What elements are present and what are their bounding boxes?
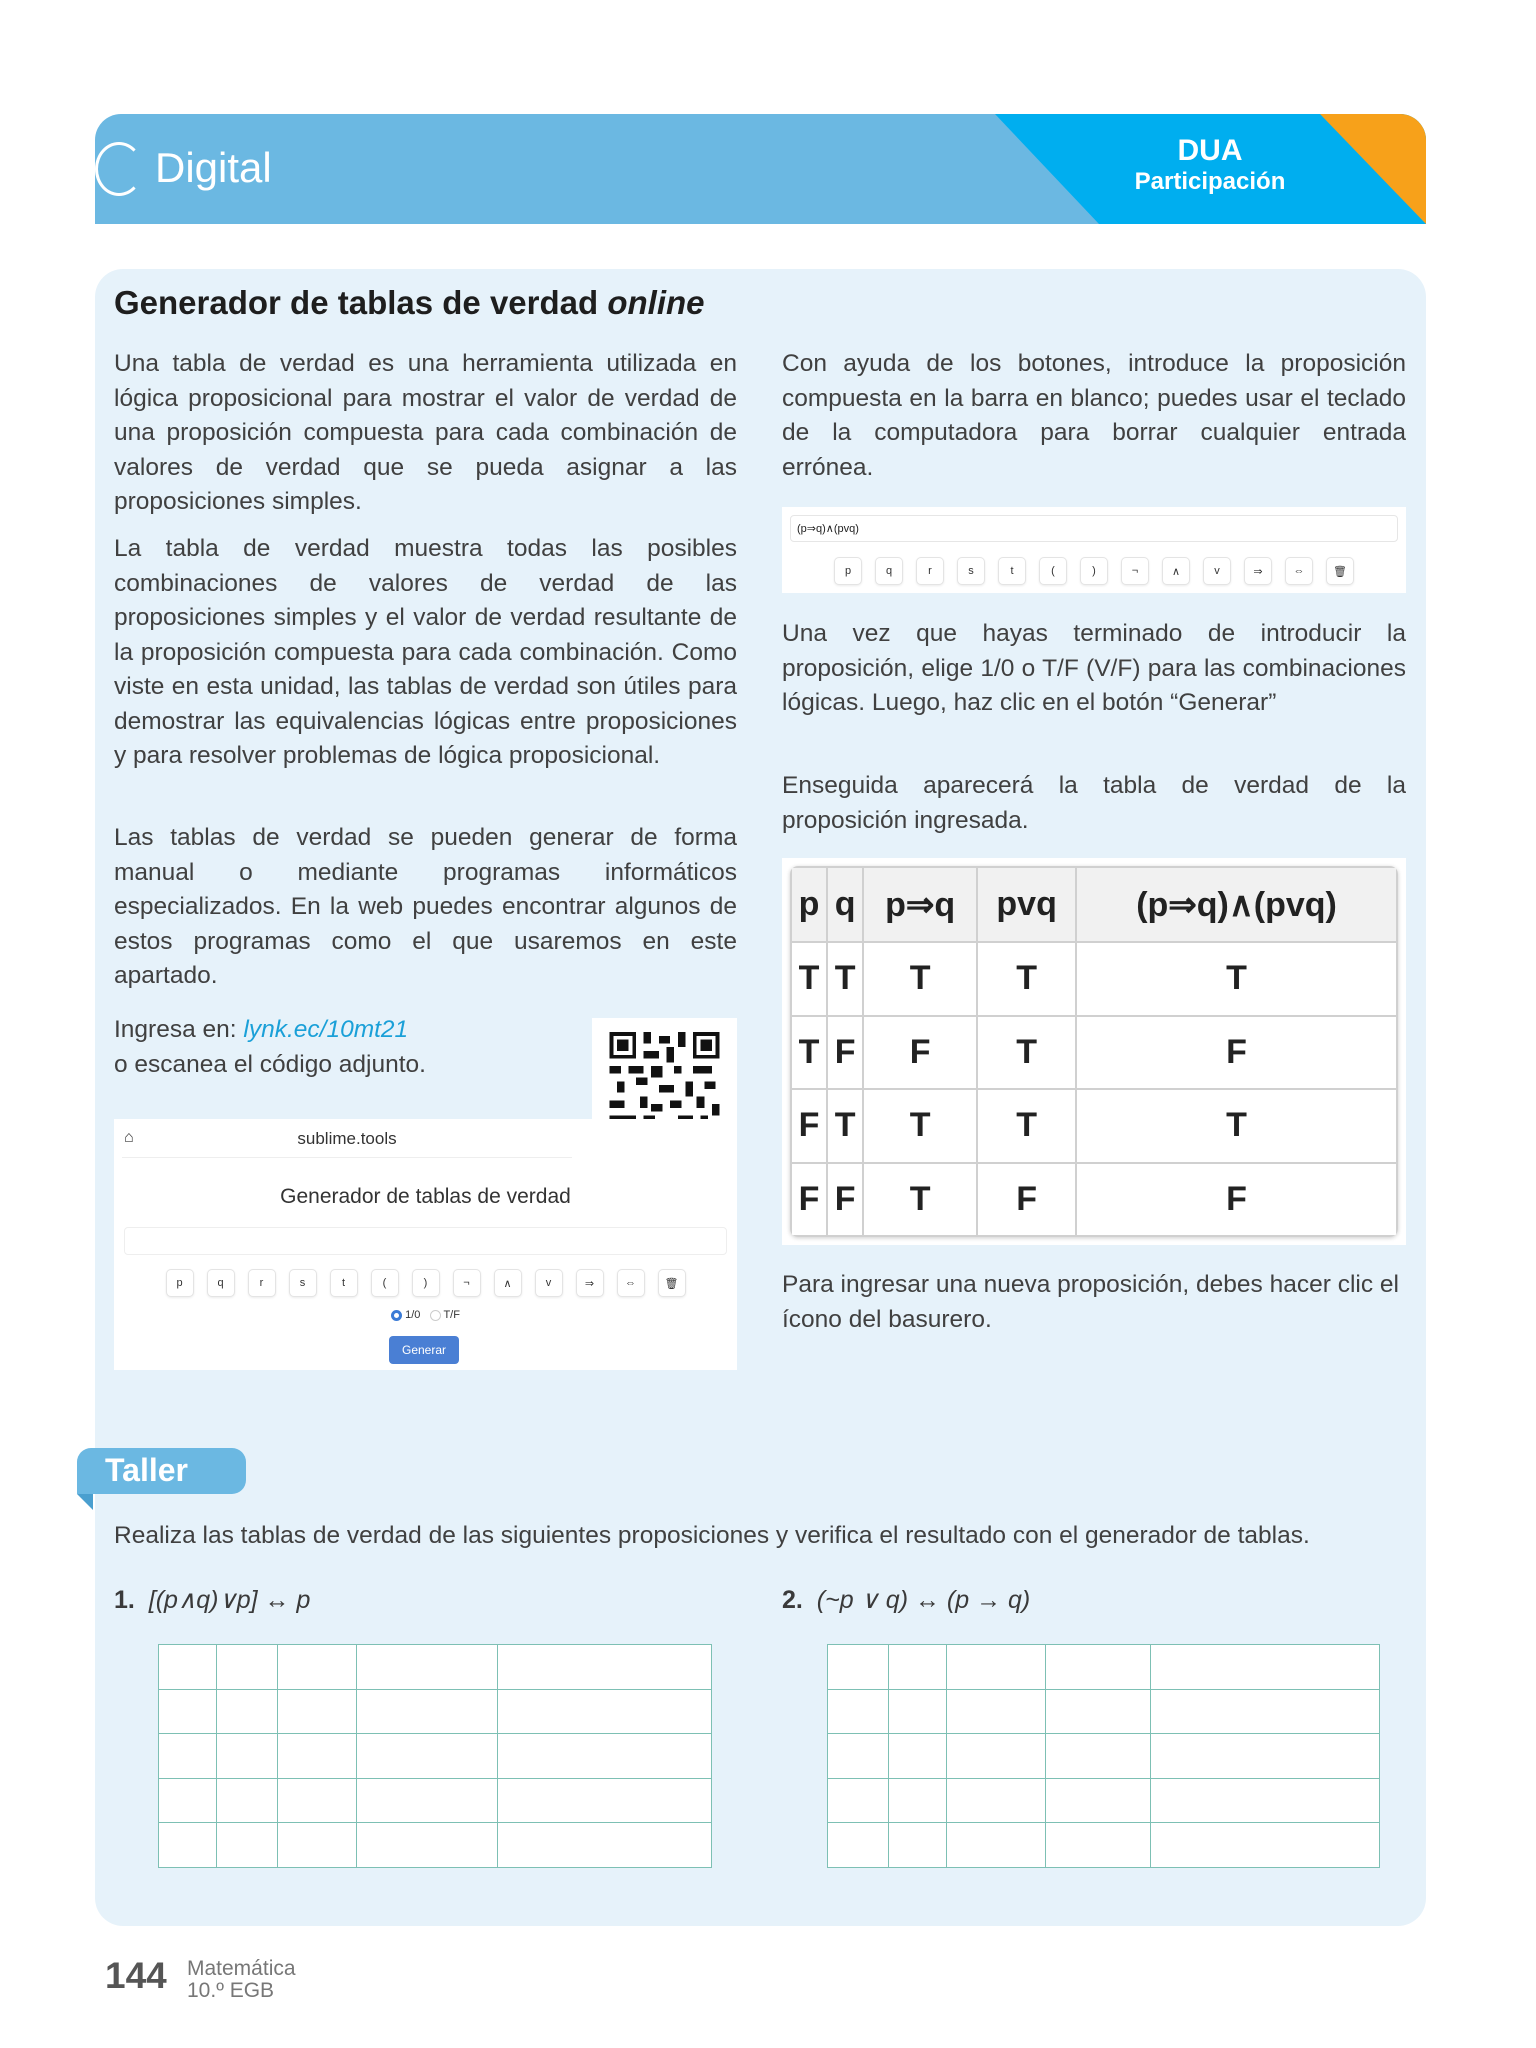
key-button[interactable]: ⇔ bbox=[617, 1269, 645, 1297]
worksheet-cell[interactable] bbox=[498, 1734, 712, 1779]
header-cell: p⇒q bbox=[863, 867, 977, 942]
generator-screenshot bbox=[114, 1119, 737, 1370]
exercise-expression: (~p ∨ q) ↔ (p → q) bbox=[816, 1586, 1031, 1614]
key-button[interactable]: r bbox=[916, 557, 944, 585]
table-cell: T bbox=[977, 1016, 1076, 1089]
worksheet-row bbox=[159, 1689, 712, 1734]
ingresa-text bbox=[114, 1013, 426, 1082]
worksheet-cell[interactable] bbox=[1046, 1734, 1151, 1779]
worksheet-cell[interactable] bbox=[159, 1778, 217, 1823]
radio-t-f-label: T/F bbox=[443, 1309, 460, 1321]
key-button[interactable]: ( bbox=[1039, 557, 1067, 585]
table-row bbox=[791, 1089, 1397, 1162]
worksheet-row bbox=[159, 1823, 712, 1868]
radio-1-0[interactable] bbox=[391, 1310, 402, 1321]
worksheet-cell[interactable] bbox=[356, 1823, 497, 1868]
worksheet-cell[interactable] bbox=[888, 1778, 946, 1823]
dua-title: DUA bbox=[1177, 134, 1243, 167]
key-button[interactable]: q bbox=[875, 557, 903, 585]
table-cell: T bbox=[863, 1163, 977, 1236]
taller-instruction: Realiza las tablas de verdad de las siguientes proposiciones y verifica el resultado con el generador de tablas. bbox=[114, 1522, 1310, 1549]
table-cell: T bbox=[827, 942, 863, 1015]
worksheet-cell[interactable] bbox=[947, 1778, 1046, 1823]
worksheet-cell[interactable] bbox=[947, 1823, 1046, 1868]
left-paragraph-2: La tabla de verdad muestra todas las posibles combinaciones de valores de verdad de las proposiciones simples y el valor de verdad resultante de la proposición compuesta para cada combinación. Como viste en esta unidad, las tablas de verdad son útiles para demostrar las equivalencias lógicas entre proposiciones y para resolver problemas de lógica proposicional. bbox=[114, 535, 737, 769]
worksheet-cell[interactable] bbox=[356, 1778, 497, 1823]
worksheet-cell[interactable] bbox=[1150, 1823, 1379, 1868]
table-cell: T bbox=[791, 1016, 827, 1089]
worksheet-row bbox=[828, 1689, 1380, 1734]
table-cell: T bbox=[1076, 942, 1397, 1015]
worksheet-cell[interactable] bbox=[1046, 1689, 1151, 1734]
worksheet-cell[interactable] bbox=[888, 1823, 946, 1868]
key-button[interactable]: r bbox=[248, 1269, 276, 1297]
worksheet-cell[interactable] bbox=[828, 1645, 889, 1690]
radio-t-f[interactable] bbox=[430, 1310, 441, 1321]
worksheet-cell[interactable] bbox=[277, 1778, 356, 1823]
worksheet-cell[interactable] bbox=[828, 1778, 889, 1823]
worksheet-cell[interactable] bbox=[159, 1734, 217, 1779]
worksheet-row bbox=[828, 1823, 1380, 1868]
radio-1-0-label: 1/0 bbox=[405, 1309, 421, 1321]
worksheet-cell[interactable] bbox=[1150, 1645, 1379, 1690]
worksheet-row bbox=[159, 1778, 712, 1823]
worksheet-cell[interactable] bbox=[888, 1689, 946, 1734]
taller-tab: Taller bbox=[77, 1448, 246, 1494]
worksheet-cell[interactable] bbox=[498, 1689, 712, 1734]
worksheet-cell[interactable] bbox=[1046, 1645, 1151, 1690]
worksheet-table-2 bbox=[827, 1644, 1380, 1868]
table-cell: F bbox=[863, 1016, 977, 1089]
key-button[interactable]: v bbox=[535, 1269, 563, 1297]
digital-logo-icon bbox=[95, 142, 143, 196]
worksheet-cell[interactable] bbox=[356, 1734, 497, 1779]
dua-badge bbox=[1125, 134, 1295, 196]
exercise-number: 1. bbox=[114, 1586, 135, 1614]
table-cell: F bbox=[827, 1016, 863, 1089]
worksheet-cell[interactable] bbox=[356, 1645, 497, 1690]
key-button[interactable]: p bbox=[166, 1269, 194, 1297]
table-header-row bbox=[791, 867, 1397, 942]
title-italic: online bbox=[607, 284, 705, 321]
worksheet-cell[interactable] bbox=[356, 1689, 497, 1734]
table-cell: T bbox=[863, 942, 977, 1015]
left-paragraph-1: Una tabla de verdad es una herramienta utilizada en lógica proposicional para mostrar el valor de verdad de una proposición compuesta para cada combinación de valores de verdad que se pueda asignar a las proposiciones simples. bbox=[114, 350, 737, 515]
worksheet-cell[interactable] bbox=[888, 1645, 946, 1690]
home-icon[interactable]: ⌂ bbox=[124, 1129, 134, 1146]
worksheet-row bbox=[828, 1645, 1380, 1690]
key-row bbox=[114, 1269, 737, 1297]
worksheet-row bbox=[159, 1734, 712, 1779]
exercise-2 bbox=[782, 1585, 1030, 1615]
table-cell: T bbox=[977, 1089, 1076, 1162]
worksheet-cell[interactable] bbox=[1046, 1823, 1151, 1868]
divider bbox=[122, 1157, 572, 1158]
worksheet-row bbox=[828, 1778, 1380, 1823]
table-cell: F bbox=[977, 1163, 1076, 1236]
worksheet-cell[interactable] bbox=[828, 1689, 889, 1734]
header-cell: q bbox=[827, 867, 863, 942]
key-button[interactable]: ) bbox=[1080, 557, 1108, 585]
worksheet-cell[interactable] bbox=[277, 1823, 356, 1868]
worksheet-cell[interactable] bbox=[947, 1734, 1046, 1779]
ingresa-label: Ingresa en: bbox=[114, 1016, 244, 1043]
key-button[interactable]: ⇒ bbox=[1244, 557, 1272, 585]
key-button[interactable]: s bbox=[289, 1269, 317, 1297]
table-cell: T bbox=[863, 1089, 977, 1162]
taller-tab-tail bbox=[77, 1494, 93, 1510]
worksheet-cell[interactable] bbox=[498, 1778, 712, 1823]
key-button[interactable]: ∧ bbox=[494, 1269, 522, 1297]
worksheet-cell[interactable] bbox=[277, 1645, 356, 1690]
key-button[interactable]: ) bbox=[412, 1269, 440, 1297]
worksheet-cell[interactable] bbox=[498, 1645, 712, 1690]
exercise-1 bbox=[114, 1585, 310, 1615]
table-row bbox=[791, 942, 1397, 1015]
worksheet-cell[interactable] bbox=[888, 1734, 946, 1779]
truth-table bbox=[790, 866, 1398, 1237]
brand-label: Digital bbox=[155, 144, 272, 191]
worksheet-cell[interactable] bbox=[1046, 1778, 1151, 1823]
table-cell: F bbox=[791, 1163, 827, 1236]
site-domain: sublime.tools bbox=[297, 1129, 397, 1148]
table-cell: T bbox=[977, 942, 1076, 1015]
escanea-label: o escanea el código adjunto. bbox=[114, 1050, 426, 1078]
key-button[interactable]: t bbox=[998, 557, 1026, 585]
worksheet-cell[interactable] bbox=[159, 1689, 217, 1734]
subject-label: Matemática bbox=[187, 1957, 296, 1980]
exercise-expression: [(p∧q)∨p] ↔ p bbox=[148, 1586, 311, 1614]
key-button[interactable]: q bbox=[207, 1269, 235, 1297]
worksheet-cell[interactable] bbox=[217, 1689, 278, 1734]
worksheet-table-1 bbox=[158, 1644, 712, 1868]
worksheet-cell[interactable] bbox=[1150, 1689, 1379, 1734]
exercise-number: 2. bbox=[782, 1586, 803, 1614]
worksheet-cell[interactable] bbox=[159, 1645, 217, 1690]
right-paragraph-4: Para ingresar una nueva proposición, debes hacer clic el ícono del basurero. bbox=[782, 1271, 1399, 1333]
worksheet-cell[interactable] bbox=[217, 1645, 278, 1690]
table-cell: F bbox=[1076, 1163, 1397, 1236]
left-paragraph-3: Las tablas de verdad se pueden generar de forma manual o mediante programas informáticos especializados. En la web puedes encontrar algunos de estos programas como el que usaremos en este apartado. bbox=[114, 824, 737, 989]
section-title bbox=[114, 284, 705, 322]
worksheet-cell[interactable] bbox=[217, 1778, 278, 1823]
lynk-link[interactable]: lynk.ec/10mt21 bbox=[243, 1016, 409, 1043]
header-cell: (p⇒q)∧(pvq) bbox=[1076, 867, 1397, 942]
key-button[interactable]: ¬ bbox=[453, 1269, 481, 1297]
header-cell: pvq bbox=[977, 867, 1076, 942]
truth-table-screenshot bbox=[782, 858, 1406, 1245]
worksheet-cell[interactable] bbox=[217, 1823, 278, 1868]
worksheet-cell[interactable] bbox=[159, 1823, 217, 1868]
trash-icon[interactable]: 🗑 bbox=[1326, 557, 1354, 585]
worksheet-cell[interactable] bbox=[828, 1734, 889, 1779]
table-cell: T bbox=[1076, 1089, 1397, 1162]
grade-label: 10.º EGB bbox=[187, 1979, 275, 2002]
worksheet-cell[interactable] bbox=[277, 1734, 356, 1779]
digital-header-banner bbox=[95, 114, 1426, 224]
table-row bbox=[791, 1163, 1397, 1236]
dua-subtitle: Participación bbox=[1134, 168, 1286, 195]
worksheet-cell[interactable] bbox=[217, 1734, 278, 1779]
worksheet-cell[interactable] bbox=[947, 1689, 1046, 1734]
worksheet-cell[interactable] bbox=[1150, 1778, 1379, 1823]
key-button[interactable]: ⇒ bbox=[576, 1269, 604, 1297]
footer-subject bbox=[187, 1958, 296, 2002]
worksheet-cell[interactable] bbox=[498, 1823, 712, 1868]
table-cell: T bbox=[791, 942, 827, 1015]
worksheet-cell[interactable] bbox=[828, 1823, 889, 1868]
format-radios bbox=[114, 1309, 737, 1321]
worksheet-cell[interactable] bbox=[1150, 1734, 1379, 1779]
worksheet-cell[interactable] bbox=[947, 1645, 1046, 1690]
key-button[interactable]: p bbox=[834, 557, 862, 585]
generate-button[interactable]: Generar bbox=[389, 1336, 459, 1364]
proposition-input[interactable] bbox=[124, 1227, 727, 1255]
key-row bbox=[782, 557, 1406, 585]
key-button[interactable]: ⇔ bbox=[1285, 557, 1313, 585]
right-paragraph-2: Una vez que hayas terminado de introducir la proposición, elige 1/0 o T/F (V/F) para las combinaciones lógicas. Luego, haz clic en el botón “Generar” bbox=[782, 620, 1406, 716]
trash-icon[interactable]: 🗑 bbox=[658, 1269, 686, 1297]
key-button[interactable]: t bbox=[330, 1269, 358, 1297]
worksheet-cell[interactable] bbox=[277, 1689, 356, 1734]
page-number: 144 bbox=[105, 1955, 167, 1996]
key-button[interactable]: s bbox=[957, 557, 985, 585]
worksheet-row bbox=[159, 1645, 712, 1690]
key-button[interactable]: v bbox=[1203, 557, 1231, 585]
table-cell: F bbox=[791, 1089, 827, 1162]
right-paragraph-3: Enseguida aparecerá la tabla de verdad de la proposición ingresada. bbox=[782, 772, 1406, 834]
table-row bbox=[791, 1016, 1397, 1089]
proposition-input-filled[interactable]: (p⇒q)∧(pvq) bbox=[790, 515, 1398, 542]
key-button[interactable]: ∧ bbox=[1162, 557, 1190, 585]
table-cell: T bbox=[827, 1089, 863, 1162]
table-cell: F bbox=[827, 1163, 863, 1236]
input-screenshot bbox=[782, 507, 1406, 593]
header-cell: p bbox=[791, 867, 827, 942]
worksheet-row bbox=[828, 1734, 1380, 1779]
table-cell: F bbox=[1076, 1016, 1397, 1089]
site-heading: Generador de tablas de verdad bbox=[280, 1185, 571, 1208]
key-button[interactable]: ( bbox=[371, 1269, 399, 1297]
right-paragraph-1: Con ayuda de los botones, introduce la proposición compuesta en la barra en blanco; puedes usar el teclado de la computadora para borrar cualquier entrada errónea. bbox=[782, 350, 1406, 481]
title-text: Generador de tablas de verdad bbox=[114, 284, 608, 321]
key-button[interactable]: ¬ bbox=[1121, 557, 1149, 585]
